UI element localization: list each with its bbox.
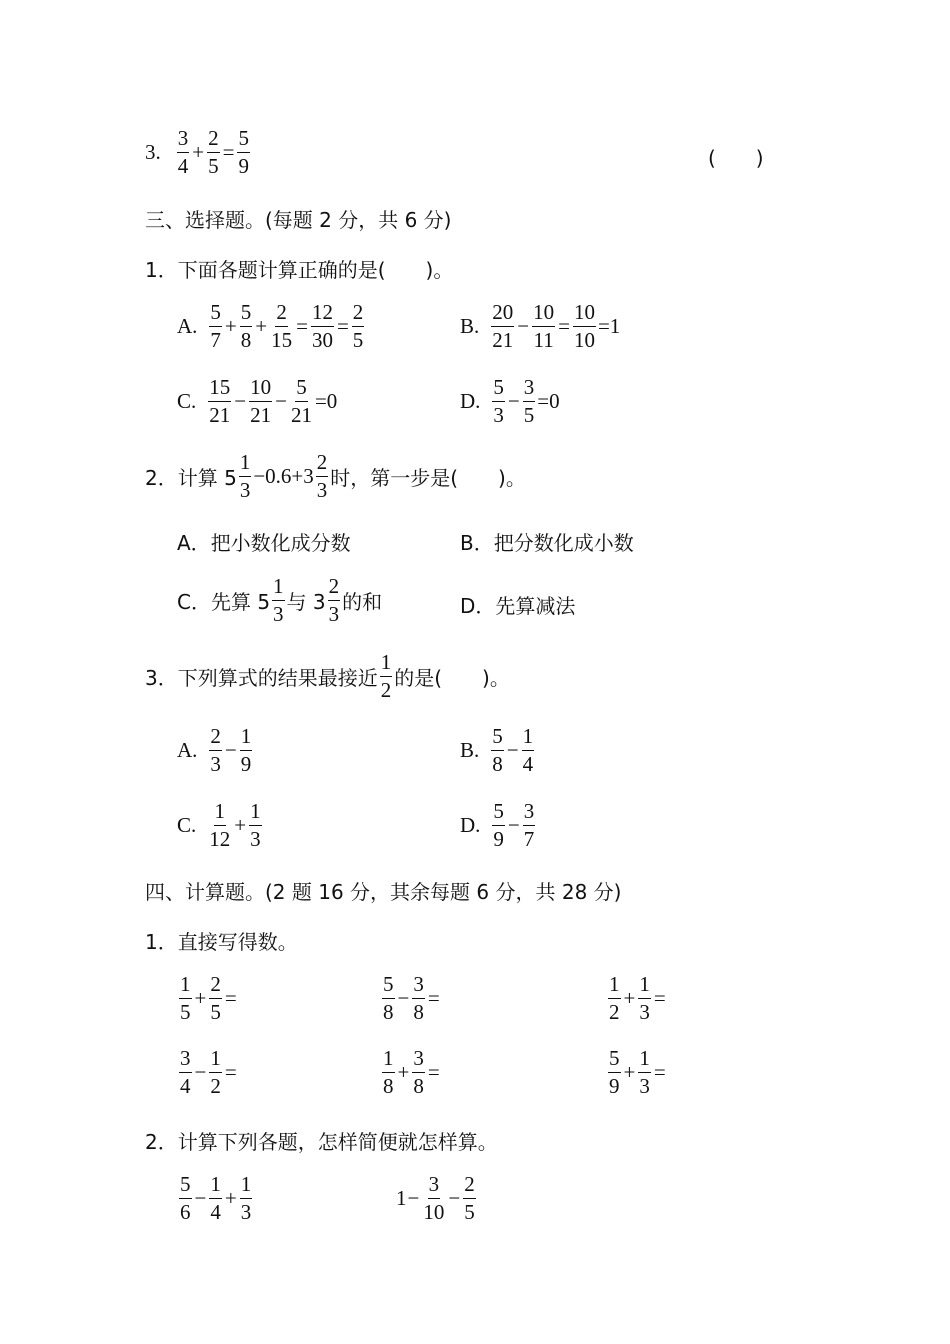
numerator: 1: [608, 974, 621, 999]
option-a[interactable]: A. $\frac{5}{7}$ + $\frac{5}{8}$ + $\frac{2}{15}$ = $\frac{12}{30}$ = $\frac{2}{5}$: [177, 300, 364, 352]
denominator: 3: [639, 1074, 650, 1098]
calc-item[interactable]: [606, 1048, 667, 1097]
operator: +: [623, 986, 636, 1010]
denominator: 7: [210, 328, 221, 352]
operator: =: [653, 1060, 666, 1084]
fraction: [532, 302, 555, 351]
operator: =: [224, 1060, 237, 1084]
fraction: [608, 1048, 621, 1097]
numerator: 10: [249, 377, 272, 402]
fraction: [237, 128, 250, 177]
calc-item[interactable]: [177, 974, 238, 1023]
option-d[interactable]: D．先算减法: [460, 594, 576, 618]
denominator: 3: [316, 478, 328, 502]
option-a[interactable]: A. $\frac{2}{3}$ − $\frac{1}{9}$: [177, 724, 252, 776]
denominator: 3: [273, 602, 284, 626]
denominator: 30: [311, 328, 333, 352]
fraction: [316, 452, 329, 501]
numerator: 3: [523, 801, 536, 826]
fraction: [240, 302, 253, 351]
numerator: 2: [352, 302, 365, 327]
numerator: 2: [207, 128, 220, 153]
question-stem: 1．下面各题计算正确的是( )。: [145, 258, 454, 282]
numerator: 1: [638, 974, 651, 999]
operator: =: [427, 1060, 440, 1084]
denominator: 8: [383, 1074, 394, 1098]
calc-expression[interactable]: [177, 1174, 254, 1223]
numerator: 2: [463, 1174, 476, 1199]
question-stem: 1．直接写得数。: [145, 930, 298, 954]
calc-item[interactable]: [606, 974, 667, 1023]
question-stem: 2．计算 5 $\frac{1}{3}$ −0.6+3 $\frac{2}{3}$ 时，第一步是( )。: [145, 450, 526, 502]
operator: −: [507, 813, 520, 837]
fraction: [290, 377, 313, 426]
numerator: 5: [179, 1174, 192, 1199]
fraction: [270, 302, 293, 351]
denominator: 2: [380, 678, 392, 702]
fraction: [412, 1048, 425, 1097]
numerator: 5: [492, 801, 505, 826]
operator: =: [336, 314, 349, 338]
operator: +: [224, 1186, 237, 1210]
option-c[interactable]: C．先算 5 $\frac{1}{3}$ 与 3 $\frac{2}{3}$ 的和: [177, 574, 383, 626]
denominator: 11: [533, 328, 554, 352]
numerator: 10: [573, 302, 596, 327]
numerator: 1: [382, 1048, 395, 1073]
denominator: 4: [522, 752, 534, 776]
denominator: 3: [639, 1000, 650, 1024]
fraction: [573, 302, 596, 351]
numerator: 2: [328, 576, 341, 601]
denominator: 21: [492, 328, 514, 352]
calc-item[interactable]: [177, 1048, 238, 1097]
operator: =: [427, 986, 440, 1010]
numerator: 3: [523, 377, 536, 402]
numerator: 1: [249, 801, 262, 826]
denominator: 5: [523, 403, 535, 427]
fraction: [207, 128, 220, 177]
operator: =: [558, 314, 570, 338]
operator: −: [397, 986, 410, 1010]
denominator: 8: [240, 328, 252, 352]
option-b[interactable]: B. $\frac{5}{8}$ − $\frac{1}{4}$: [460, 724, 534, 776]
numerator: 3: [179, 1048, 192, 1073]
fraction: [328, 576, 341, 625]
operator: −: [506, 738, 519, 762]
fraction: [239, 452, 252, 501]
denominator: 5: [210, 1000, 221, 1024]
operator: =: [653, 986, 666, 1010]
denominator: 3: [493, 403, 504, 427]
fraction: [638, 1048, 651, 1097]
operator: +: [255, 314, 268, 338]
fraction: [249, 377, 272, 426]
fraction: [179, 1174, 192, 1223]
denominator: 5: [208, 154, 219, 178]
numerator: 1: [209, 1048, 222, 1073]
fraction: [208, 801, 231, 850]
numerator: 1: [179, 974, 192, 999]
numerator: 5: [209, 302, 222, 327]
numerator: 12: [311, 302, 334, 327]
fraction: [209, 974, 222, 1023]
true-false-question-3: [145, 128, 252, 177]
denominator: 10: [423, 1200, 445, 1224]
fraction: [491, 726, 504, 775]
numerator: 1: [638, 1048, 651, 1073]
denominator: 2: [609, 1000, 620, 1024]
fraction: [352, 302, 365, 351]
operator: =: [296, 314, 308, 338]
denominator: 9: [238, 154, 249, 178]
option-b[interactable]: B．把分数化成小数: [460, 531, 634, 555]
fraction: [249, 801, 262, 850]
numerator: 5: [382, 974, 395, 999]
numerator: 1: [522, 726, 535, 751]
fraction: [523, 377, 536, 426]
numerator: 20: [491, 302, 514, 327]
fraction: [209, 1174, 222, 1223]
denominator: 2: [210, 1074, 221, 1098]
fraction: [492, 801, 505, 850]
operator: +: [224, 314, 237, 338]
operator: −: [194, 1060, 207, 1084]
fraction: [638, 974, 651, 1023]
operator: −: [194, 1186, 207, 1210]
numerator: 1: [380, 652, 393, 677]
denominator: 5: [180, 1000, 191, 1024]
denominator: 9: [493, 827, 504, 851]
fraction: [382, 974, 395, 1023]
numerator: 3: [412, 1048, 425, 1073]
fraction: [177, 128, 190, 177]
operator: =: [222, 140, 235, 164]
operator: +: [192, 140, 205, 164]
numerator: 2: [316, 452, 329, 477]
question-number: 3.: [145, 140, 161, 164]
operator: −: [507, 389, 520, 413]
question-stem: 2．计算下列各题，怎样简便就怎样算。: [145, 1130, 498, 1154]
numerator: 1: [240, 1174, 253, 1199]
fraction: [522, 726, 535, 775]
question-stem: 3．下列算式的结果最接近 $\frac{1}{2}$ 的是( )。: [145, 650, 510, 702]
numerator: 5: [295, 377, 308, 402]
denominator: 12: [209, 827, 231, 851]
denominator: 4: [177, 154, 189, 178]
option-c[interactable]: C. $\frac{1}{12}$ + $\frac{1}{3}$: [177, 799, 261, 851]
option-b[interactable]: B. $\frac{20}{21}$ − $\frac{10}{11}$ = $\frac{10}{10}$ =1: [460, 300, 621, 352]
fraction: [179, 1048, 192, 1097]
numerator: 1: [272, 576, 285, 601]
denominator: 6: [180, 1200, 191, 1224]
denominator: 5: [352, 328, 364, 352]
operator: −: [517, 314, 530, 338]
denominator: 15: [271, 328, 293, 352]
fraction: [491, 302, 514, 351]
denominator: 4: [210, 1200, 221, 1224]
numerator: 1: [239, 452, 252, 477]
numerator: 3: [412, 974, 425, 999]
numerator: 3: [177, 128, 190, 153]
denominator: 8: [413, 1074, 424, 1098]
operator: +: [397, 1060, 410, 1084]
numerator: 10: [532, 302, 555, 327]
fraction: [523, 801, 536, 850]
denominator: 21: [250, 403, 272, 427]
operator: =: [224, 986, 237, 1010]
denominator: 8: [383, 1000, 394, 1024]
denominator: 8: [492, 752, 503, 776]
numerator: 2: [209, 974, 222, 999]
denominator: 3: [210, 752, 221, 776]
numerator: 5: [492, 377, 505, 402]
denominator: 3: [250, 827, 261, 851]
fraction: [209, 726, 222, 775]
numerator: 2: [275, 302, 288, 327]
option-d[interactable]: D. $\frac{5}{3}$ − $\frac{3}{5}$ =0: [460, 375, 560, 427]
fraction: [608, 974, 621, 1023]
answer-blank[interactable]: ( ): [708, 146, 764, 170]
denominator: 3: [240, 1200, 252, 1224]
operator: +: [234, 813, 247, 837]
operator: −: [407, 1186, 420, 1210]
fraction: [422, 1174, 445, 1223]
operator: +: [623, 1060, 636, 1084]
denominator: 21: [209, 403, 231, 427]
denominator: 5: [464, 1200, 475, 1224]
fraction: [492, 377, 505, 426]
operator: −: [448, 1186, 461, 1210]
fraction: [179, 974, 192, 1023]
calc-expression[interactable]: 1 − $\frac{3}{10}$ − $\frac{2}{5}$: [396, 1172, 475, 1224]
denominator: 8: [413, 1000, 424, 1024]
denominator: 10: [573, 328, 595, 352]
numerator: 5: [491, 726, 504, 751]
fraction: [240, 1174, 253, 1223]
fraction: [311, 302, 334, 351]
numerator: 5: [237, 128, 250, 153]
denominator: 9: [240, 752, 252, 776]
fraction: [463, 1174, 476, 1223]
fraction: [380, 652, 393, 701]
numerator: 5: [240, 302, 253, 327]
denominator: 3: [239, 478, 251, 502]
denominator: 21: [290, 403, 312, 427]
option-d[interactable]: D. $\frac{5}{9}$ − $\frac{3}{7}$: [460, 799, 535, 851]
option-a[interactable]: A．把小数化成分数: [177, 531, 351, 555]
numerator: 5: [608, 1048, 621, 1073]
section-heading-choice: 三、选择题。(每题 2 分，共 6 分): [145, 208, 452, 232]
operator: −: [234, 389, 247, 413]
denominator: 4: [180, 1074, 191, 1098]
fraction: [382, 1048, 395, 1097]
denominator: 7: [523, 827, 535, 851]
denominator: 9: [609, 1074, 620, 1098]
operator: +: [194, 986, 207, 1010]
numerator: 1: [214, 801, 227, 826]
fraction: [209, 302, 222, 351]
fraction: [209, 1048, 222, 1097]
fraction: [272, 576, 285, 625]
numerator: 2: [209, 726, 222, 751]
calc-item[interactable]: [380, 1048, 441, 1097]
fraction: [412, 974, 425, 1023]
denominator: 3: [328, 602, 340, 626]
numerator: 15: [208, 377, 231, 402]
numerator: 3: [428, 1174, 441, 1199]
fraction: [240, 726, 253, 775]
option-c[interactable]: C. $\frac{15}{21}$ − $\frac{10}{21}$ − $\frac{5}{21}$ =0: [177, 375, 338, 427]
section-heading-calculation: 四、计算题。(2 题 16 分，其余每题 6 分，共 28 分): [145, 880, 622, 904]
calc-item[interactable]: [380, 974, 441, 1023]
numerator: 1: [209, 1174, 222, 1199]
operator: −: [275, 389, 287, 413]
numerator: 1: [240, 726, 253, 751]
fraction: [208, 377, 231, 426]
operator: −: [224, 738, 237, 762]
